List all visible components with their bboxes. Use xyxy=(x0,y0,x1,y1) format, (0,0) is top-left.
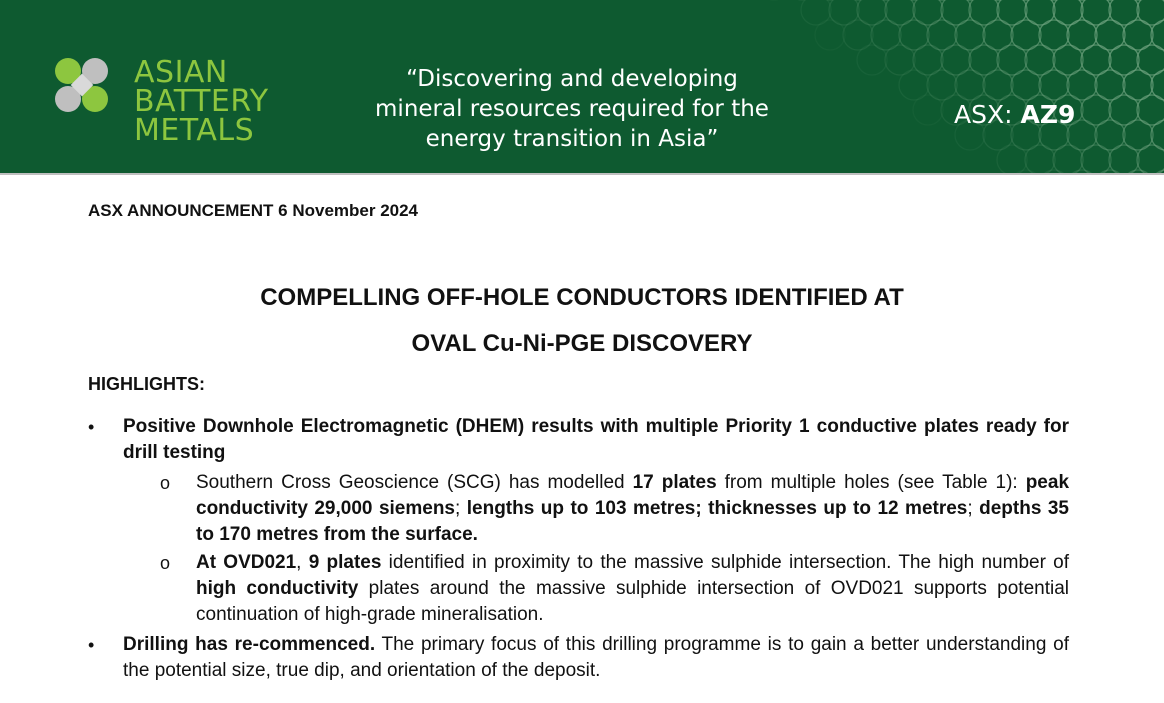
bullet-glyph: • xyxy=(88,417,95,437)
header-divider xyxy=(0,173,1164,175)
sub-bullet-glyph: o xyxy=(160,473,171,493)
pattern-circle xyxy=(857,0,887,25)
highlight-item-2 xyxy=(123,632,1069,684)
sub2-bold-2: 9 plates xyxy=(308,552,382,573)
highlight-item-1 xyxy=(123,414,1069,466)
company-tagline xyxy=(352,64,792,154)
tagline-line-3: energy transition in Asia” xyxy=(425,126,719,152)
highlight-1-text: Positive Downhole Electromagnetic (DHEM) results with multiple Priority 1 conductive plates ready for drill testing xyxy=(123,416,1069,463)
sub1-bold-3: lengths up to 103 metres; thicknesses up to 12 metres xyxy=(466,498,968,519)
pattern-circle xyxy=(941,0,971,25)
sub1-text-1: Southern Cross Geoscience (SCG) has modelled xyxy=(196,472,633,493)
pattern-circle xyxy=(969,0,999,25)
announcement-date: ASX ANNOUNCEMENT 6 November 2024 xyxy=(88,201,419,220)
pattern-circle xyxy=(1025,145,1055,173)
sub2-text-3: plates around the massive sulphide intersection of OVD021 supports potential continuation of high-grade mineralisation. xyxy=(196,578,1069,625)
pattern-circle xyxy=(997,145,1027,173)
highlight-2-text: The primary focus of this drilling programme is to gain a better understanding of the potential size, true dip, and orientation of the deposit. xyxy=(123,634,1069,681)
sub-item-2 xyxy=(196,550,1069,628)
pattern-circle xyxy=(997,0,1027,25)
pattern-circle xyxy=(1109,145,1139,173)
ticker-code: AZ9 xyxy=(1020,100,1076,129)
pattern-circle xyxy=(829,0,859,25)
pattern-circle xyxy=(1109,0,1139,25)
header-banner xyxy=(0,0,1164,173)
sub1-text-4: ; xyxy=(967,498,980,519)
company-logo-text xyxy=(134,55,269,148)
sub1-bold-4: depths 35 to 170 metres from the surface. xyxy=(196,498,1070,545)
pattern-circle xyxy=(1025,0,1055,25)
logo-line-2: BATTERY xyxy=(134,84,269,119)
sub2-text-2: identified in proximity to the massive sulphide intersection. The high number of xyxy=(381,552,1069,573)
sub1-text-2: from multiple holes (see Table 1): xyxy=(716,472,1026,493)
pattern-circle xyxy=(1053,145,1083,173)
logo-line-1: ASIAN xyxy=(134,55,228,90)
sub2-bold-3: high conductivity xyxy=(196,578,359,599)
logo-icon xyxy=(52,55,112,117)
pattern-circle xyxy=(1081,145,1111,173)
highlight-2-bold: Drilling has re-commenced. xyxy=(123,634,376,655)
pattern-circle xyxy=(885,0,915,25)
title-line-1: COMPELLING OFF-HOLE CONDUCTORS IDENTIFIED AT xyxy=(260,284,904,311)
pattern-circle xyxy=(913,0,943,25)
sub-bullet-glyph: o xyxy=(160,553,171,573)
sub2-bold-1: At OVD021 xyxy=(196,552,297,573)
sub-item-1 xyxy=(196,470,1069,548)
pattern-circle xyxy=(913,95,943,125)
pattern-circle xyxy=(801,0,831,25)
pattern-circle xyxy=(857,45,887,75)
bullet-glyph: • xyxy=(88,635,95,655)
pattern-circle xyxy=(1053,0,1083,25)
tagline-line-2: mineral resources required for the xyxy=(375,96,769,122)
tagline-line-1: “Discovering and developing xyxy=(406,66,738,92)
pattern-circle xyxy=(1081,0,1111,25)
highlights-heading: HIGHLIGHTS: xyxy=(88,374,205,394)
sub1-bold-1: 17 plates xyxy=(632,472,717,493)
ticker-prefix: ASX: xyxy=(954,100,1021,129)
sub1-text-3: ; xyxy=(455,498,467,519)
pattern-circle xyxy=(815,20,845,50)
sub1-bold-2: peak conductivity 29,000 siemens xyxy=(196,472,1070,519)
asx-ticker xyxy=(954,100,1075,129)
logo-line-3: METALS xyxy=(134,113,255,148)
title-line-2: OVAL Cu-Ni-PGE DISCOVERY xyxy=(411,330,753,357)
sub2-text-1: , xyxy=(296,552,309,573)
